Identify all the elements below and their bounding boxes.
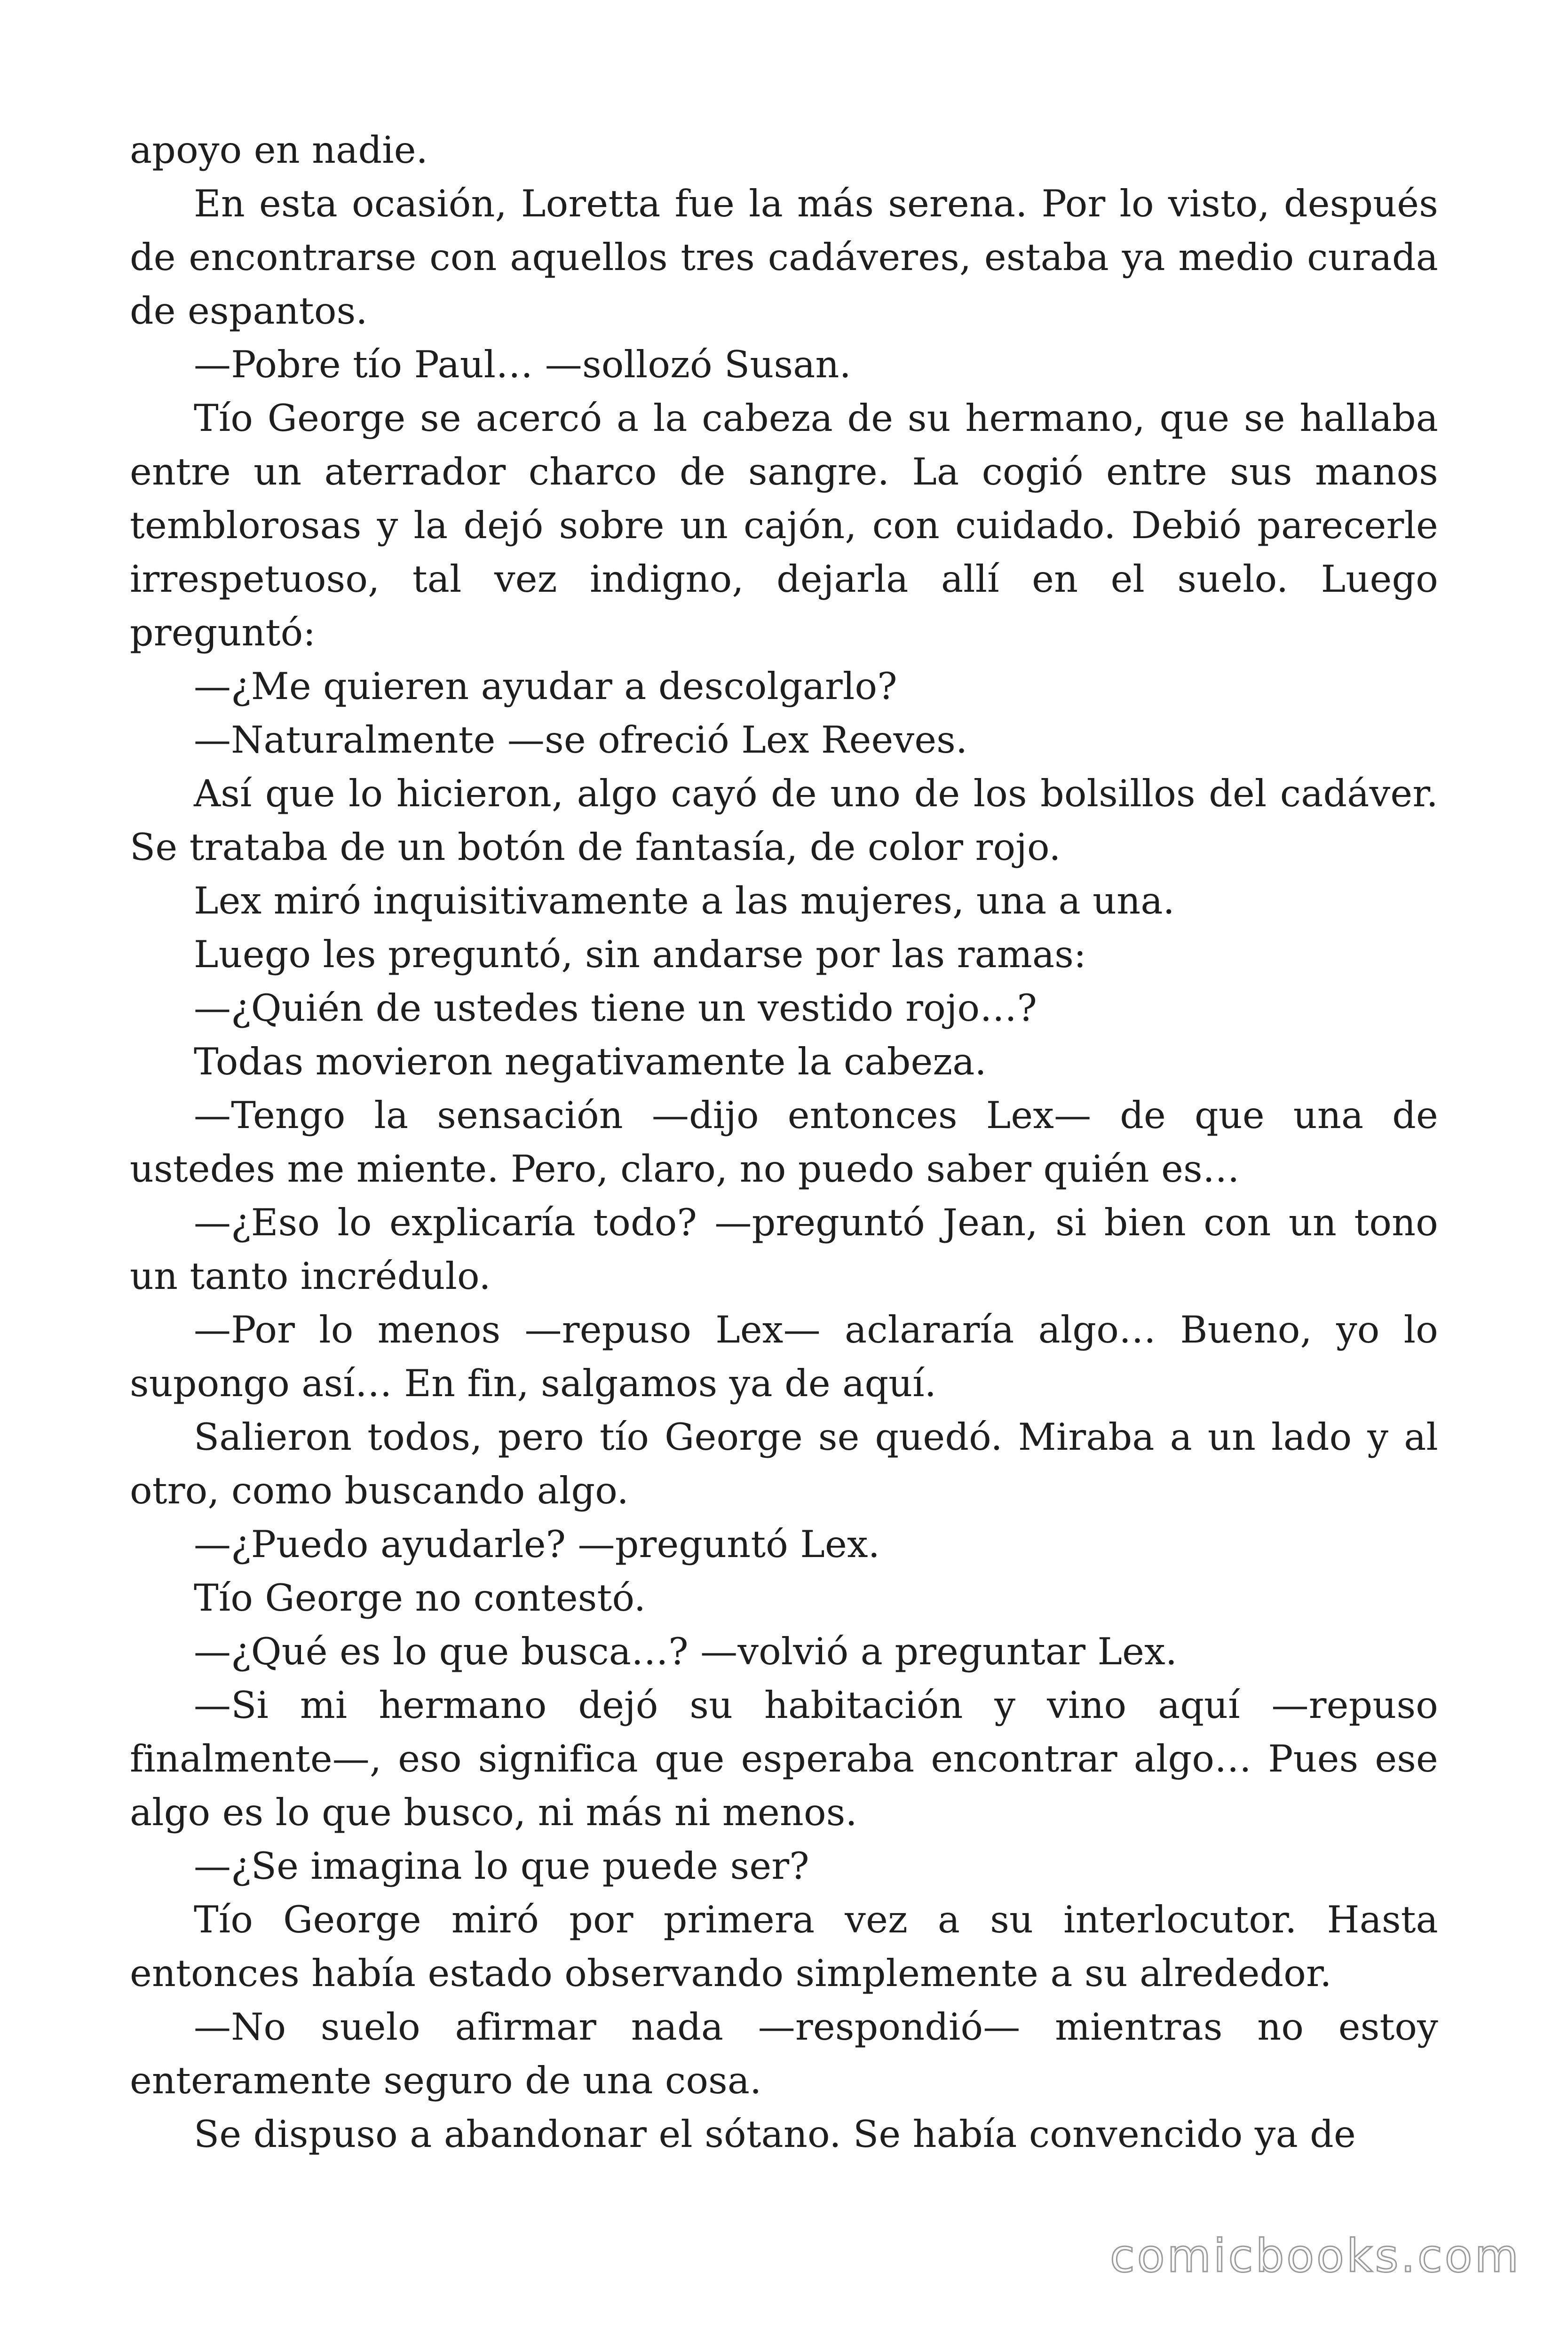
page-body	[130, 123, 1438, 2161]
paragraph: Tío George se acercó a la cabeza de su hermano, que se hallaba entre un aterrador charco de sangre. La cogió entre sus manos temblorosas y la dejó sobre un cajón, con cuidado. Debió parecerle irrespetuoso, tal vez indigno, dejarla allí en el suelo. Luego preguntó:	[130, 397, 1438, 654]
paragraph: —Por lo menos —repuso Lex— aclararía algo… Bueno, yo lo supongo así… En fin, salgamos ya de aquí.	[130, 1308, 1438, 1405]
paragraph: —Si mi hermano dejó su habitación y vino aquí —repuso finalmente—, eso significa que esperaba encontrar algo… Pues ese algo es lo que busco, ni más ni menos.	[130, 1684, 1438, 1834]
paragraph: —¿Puedo ayudarle? —preguntó Lex.	[194, 1523, 880, 1566]
paragraph: apoyo en nadie.	[130, 128, 428, 172]
paragraph: En esta ocasión, Loretta fue la más serena. Por lo visto, después de encontrarse con aquellos tres cadáveres, estaba ya medio curada de espantos.	[130, 182, 1438, 333]
paragraph: Se dispuso a abandonar el sótano. Se había convencido ya de	[194, 2113, 1356, 2156]
paragraph: —¿Qué es lo que busca…? —volvió a preguntar Lex.	[194, 1630, 1178, 1673]
paragraph: Todas movieron negativamente la cabeza.	[194, 1040, 987, 1083]
paragraph: —¿Se imagina lo que puede ser?	[194, 1844, 809, 1888]
paragraph: —Tengo la sensación —dijo entonces Lex— de que una de ustedes me miente. Pero, claro, no puedo saber quién es…	[130, 1094, 1438, 1191]
paragraph: Tío George no contestó.	[194, 1576, 646, 1620]
paragraph: —¿Quién de ustedes tiene un vestido rojo…?	[194, 986, 1037, 1030]
paragraph: Lex miró inquisitivamente a las mujeres, una a una.	[194, 879, 1175, 922]
watermark: comicbooks.com	[1109, 2230, 1521, 2282]
paragraph: —No suelo afirmar nada —respondió— mientras no estoy enteramente seguro de una cosa.	[130, 2005, 1438, 2102]
paragraph: Tío George miró por primera vez a su interlocutor. Hasta entonces había estado observando simplemente a su alrededor.	[130, 1898, 1438, 1995]
paragraph: —Naturalmente —se ofreció Lex Reeves.	[194, 718, 968, 762]
paragraph: Así que lo hicieron, algo cayó de uno de los bolsillos del cadáver. Se trataba de un botón de fantasía, de color rojo.	[130, 772, 1438, 869]
paragraph: —Pobre tío Paul… —sollozó Susan.	[194, 343, 851, 386]
paragraph: —¿Me quieren ayudar a descolgarlo?	[194, 665, 897, 708]
paragraph: —¿Eso lo explicaría todo? —preguntó Jean, si bien con un tono un tanto incrédulo.	[130, 1201, 1438, 1298]
paragraph: Luego les preguntó, sin andarse por las ramas:	[194, 933, 1086, 976]
paragraph: Salieron todos, pero tío George se quedó. Miraba a un lado y al otro, como buscando algo.	[130, 1415, 1438, 1512]
